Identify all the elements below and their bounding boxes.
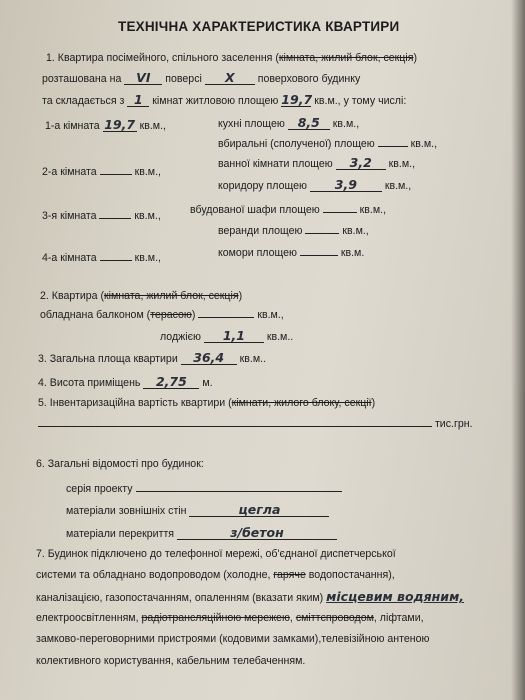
room3-row: 3-я кімната кв.м., — [42, 210, 161, 222]
kitchen-value: 8,5 — [288, 116, 330, 130]
s4-row: 4. Висота приміщень 2,75 м. — [38, 374, 213, 389]
floors-material-value: з/бетон — [177, 526, 337, 540]
floors-material-row: матеріали перекриття з/бетон — [66, 526, 337, 541]
page-edge-shadow — [511, 0, 525, 700]
s3-row: 3. Загальна площа квартири 36,4 кв.м.. — [38, 350, 267, 365]
kitchen-row: кухні площею 8,5 кв.м., — [218, 115, 360, 130]
s1-line2: розташована на VI поверсі X поверхового будинку — [42, 70, 361, 85]
floors-total-value: X — [205, 71, 255, 85]
veranda-row: веранди площею кв.м., — [218, 225, 369, 237]
height-value: 2,75 — [143, 375, 199, 389]
s5-value-row: тис.грн. — [38, 416, 473, 431]
wc-row: вбиральні (сполученої) площею кв.м., — [218, 138, 438, 150]
walls-value: цегла — [189, 503, 329, 517]
bath-row: ванної кімнати площею 3,2 кв.м., — [218, 155, 416, 170]
s2-line2: обладнана балконом (терасою) кв.м., — [40, 309, 284, 321]
room2-row: 2-а кімната кв.м., — [42, 166, 161, 178]
closet-row: вбудованої шафи площею кв.м., — [190, 204, 387, 216]
page-title: ТЕХНІЧНА ХАРАКТЕРИСТИКА КВАРТИРИ — [118, 19, 400, 34]
s7-line6: колективного користування, кабельним телебаченням. — [36, 655, 306, 667]
bath-value: 3,2 — [336, 156, 386, 170]
s1-line1: 1. Квартира посімейного, спільного заселення (кімната, жилий блок, секція) — [46, 52, 417, 64]
series-row: серія проекту — [66, 481, 342, 496]
loggia-row: лоджією 1,1 кв.м.. — [160, 328, 294, 343]
s7-line4: електроосвітленням, радіотрансляційною мережею, сміттєпроводом, ліфтами, — [36, 612, 424, 624]
room1-value: 19,7 — [104, 117, 136, 132]
total-area-value: 36,4 — [181, 351, 237, 365]
floor-value: VI — [124, 71, 162, 85]
s7-line3: каналізацією, газопостачанням, опаленням (вказати яким) місцевим водяним, — [36, 589, 465, 604]
room1-row: 1-а кімната 19,7 кв.м., — [45, 117, 166, 132]
living-area-value: 19,7 — [281, 92, 313, 107]
corridor-row: коридору площею 3,9 кв.м., — [218, 177, 412, 192]
s7-line5: замково-переговорними пристроями (кодовими замками),телевізійною антеною — [36, 633, 430, 645]
s1-line3: та складається з 1 кімнат житловою площею 19,7 кв.м., у тому числі: — [42, 92, 407, 107]
s7-line1: 7. Будинок підключено до телефонної мережі, об'єднаної диспетчерської — [36, 548, 396, 560]
s6-title: 6. Загальні відомості про будинок: — [36, 458, 204, 470]
walls-row: матеріали зовнішніх стін цегла — [66, 503, 329, 518]
s2-line1: 2. Квартира (кімната, жилий блок, секція) — [40, 290, 243, 302]
room4-row: 4-а кімната кв.м., — [42, 252, 161, 264]
heating-type-value: місцевим водяним, — [326, 589, 465, 604]
corridor-value: 3,9 — [310, 178, 382, 192]
s5-line: 5. Інвентаризаційна вартість квартири (кімнати, жилого блоку, секції) — [38, 397, 376, 409]
loggia-value: 1,1 — [204, 329, 264, 343]
s7-line2: системи та обладнано водопроводом (холодне, гаряче водопостачання), — [36, 569, 395, 581]
storage-row: комори площею кв.м. — [218, 247, 365, 259]
rooms-value: 1 — [127, 93, 149, 107]
